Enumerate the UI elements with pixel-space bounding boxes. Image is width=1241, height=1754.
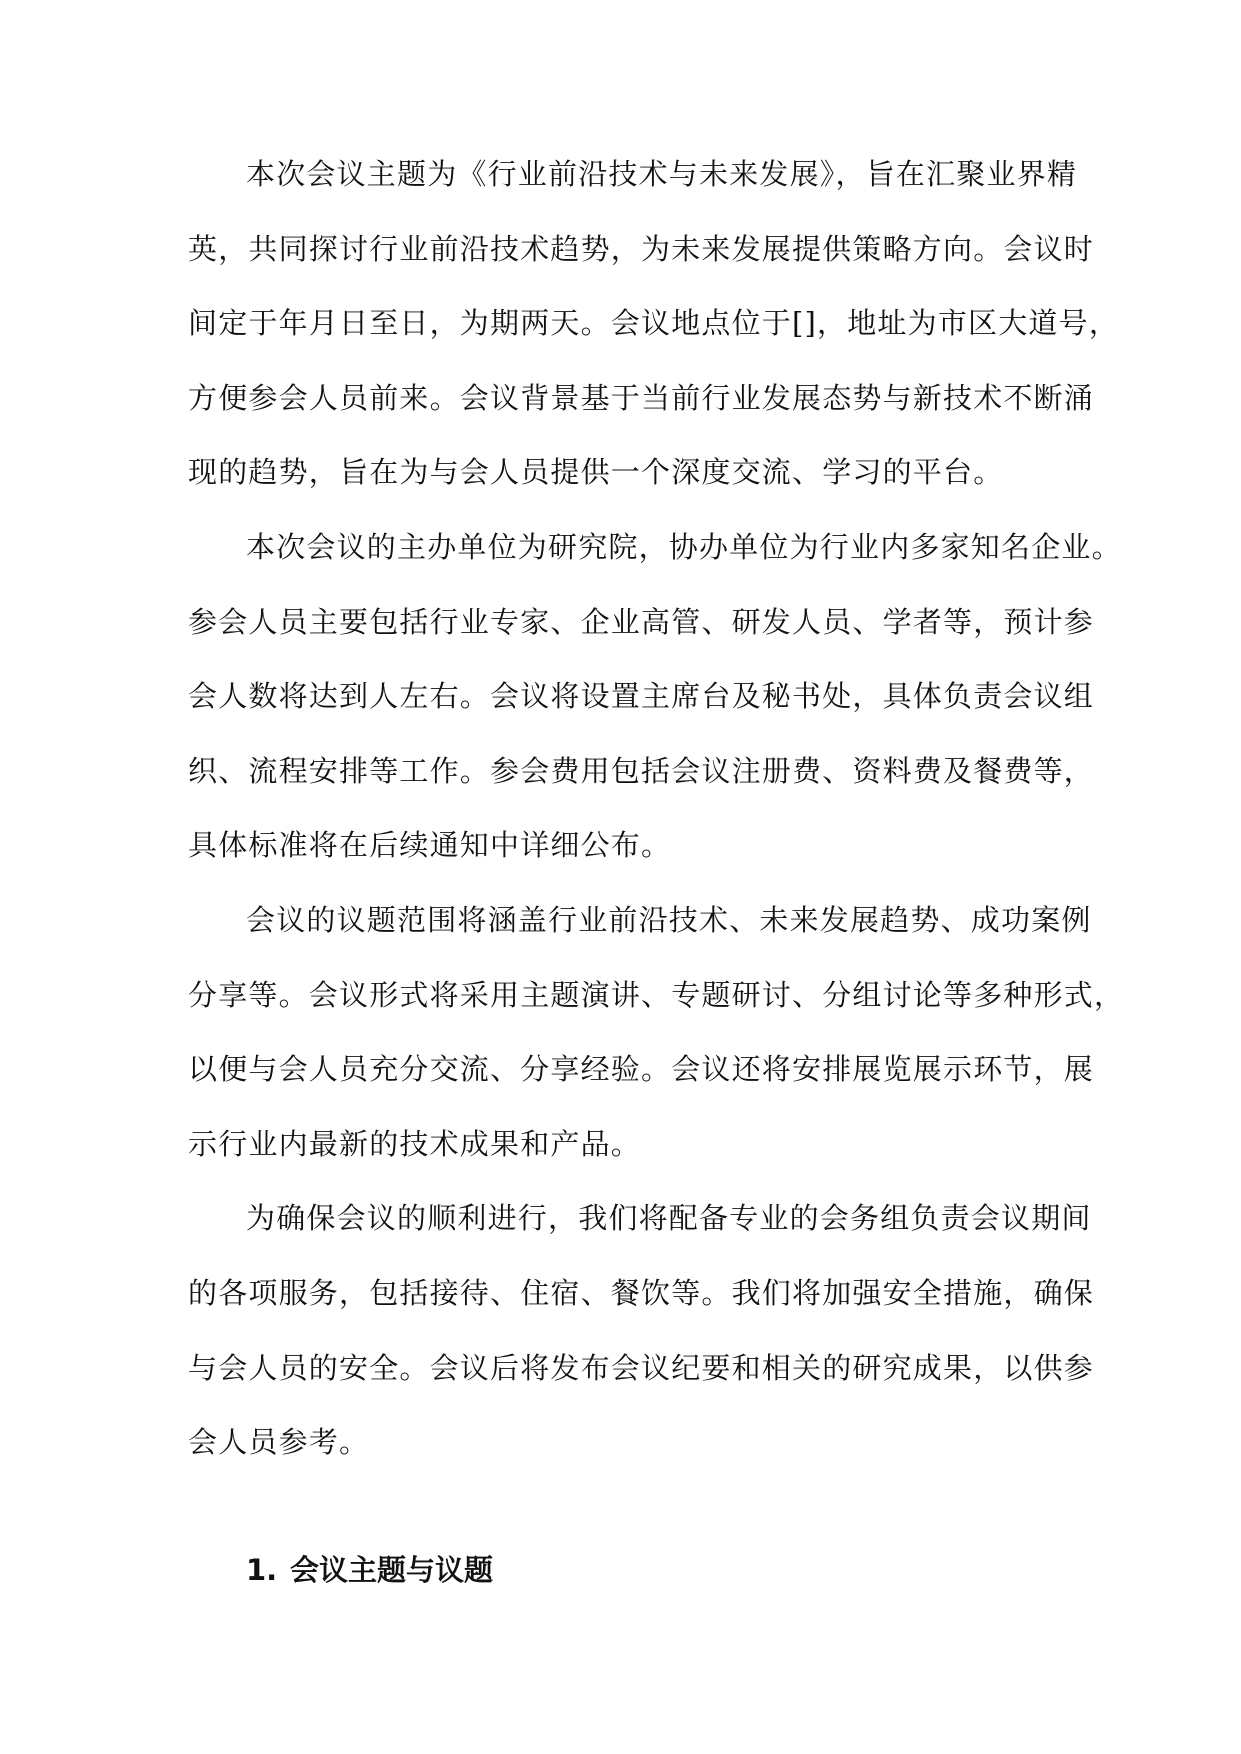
paragraph-line: 参会人员主要包括行业专家、企业高管、研发人员、学者等，预计参 [188,604,1095,639]
paragraph-line: 分享等。会议形式将采用主题演讲、专题研讨、分组讨论等多种形式， [188,977,1125,1012]
paragraph-line: 织、流程安排等工作。参会费用包括会议注册费、资料费及餐费等， [188,753,1095,788]
paragraph-line: 会议的议题范围将涵盖行业前沿技术、未来发展趋势、成功案例 [246,902,1092,937]
section-heading [246,1548,493,1589]
paragraph-4 [188,1192,1095,1490]
paragraph-line: 方便参会人员前来。会议背景基于当前行业发展态势与新技术不断涌 [188,380,1095,415]
paragraph-line: 间定于年月日至日，为期两天。会议地点位于[]，地址为市区大道号， [188,306,1120,341]
paragraph-line: 本次会议的主办单位为研究院，协办单位为行业内多家知名企业。 [246,529,1122,564]
paragraph-line: 具体标准将在后续通知中详细公布。 [188,828,672,863]
body-text [188,148,1125,1491]
paragraph-3 [188,894,1125,1192]
paragraph-line: 现的趋势，旨在为与会人员提供一个深度交流、学习的平台。 [188,455,1004,490]
paragraph-2 [188,521,1122,894]
paragraph-line: 为确保会议的顺利进行，我们将配备专业的会务组负责会议期间 [246,1201,1092,1236]
paragraph-line: 示行业内最新的技术成果和产品。 [188,1126,642,1161]
paragraph-line: 与会人员的安全。会议后将发布会议纪要和相关的研究成果，以供参 [188,1350,1095,1385]
paragraph-1 [188,148,1120,521]
paragraph-line: 本次会议主题为《行业前沿技术与未来发展》，旨在汇聚业界精 [246,157,1078,191]
paragraph-line: 英，共同探讨行业前沿技术趋势，为未来发展提供策略方向。会议时 [188,231,1095,266]
paragraph-line: 会人员参考。 [188,1425,370,1460]
paragraph-line: 会人数将达到人左右。会议将设置主席台及秘书处，具体负责会议组 [188,679,1095,714]
paragraph-line: 以便与会人员充分交流、分享经验。会议还将安排展览展示环节，展 [188,1052,1095,1087]
section-number: 1. [246,1553,278,1587]
section-title: 会议主题与议题 [290,1553,494,1587]
paragraph-line: 的各项服务，包括接待、住宿、餐饮等。我们将加强安全措施，确保 [188,1275,1095,1310]
